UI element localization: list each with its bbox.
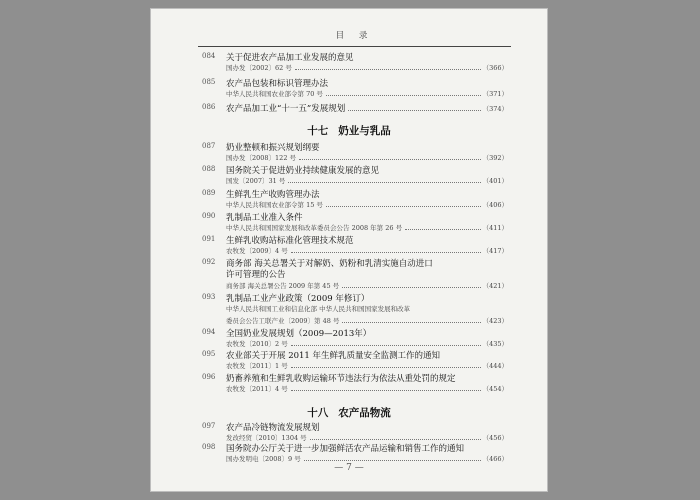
toc-entry[interactable] xyxy=(150,189,548,211)
entry-source: 国办发〔2008〕122 号 xyxy=(226,154,297,162)
entry-title: 关于促进农产品加工业发展的意见 xyxy=(226,53,354,63)
entry-number: 088 xyxy=(202,165,216,173)
entry-source-line xyxy=(226,246,508,255)
entry-page: （444） xyxy=(482,362,508,370)
leader-dots xyxy=(326,95,481,96)
entry-number: 089 xyxy=(202,189,216,197)
toc-entry[interactable] xyxy=(150,350,548,372)
toc-entry[interactable] xyxy=(150,142,548,164)
entry-number: 093 xyxy=(202,293,216,301)
entry-source-line xyxy=(226,384,508,393)
entry-source: 中华人民共和国农业部令第 70 号 xyxy=(226,90,323,98)
toc-entry[interactable] xyxy=(150,52,548,74)
entry-source: 中华人民共和国农业部令第 15 号 xyxy=(226,201,323,209)
entry-number: 090 xyxy=(202,212,216,220)
entry-page: （371） xyxy=(482,90,508,98)
entry-source-line xyxy=(226,63,508,72)
section-title: 奶业与乳品 xyxy=(338,125,391,137)
entry-title: 奶畜养殖和生鲜乳收购运输环节违法行为依法从重处罚的规定 xyxy=(226,374,456,384)
leader-dots xyxy=(291,390,481,391)
entry-source: 商务部 海关总署公告 2009 年第 45 号 xyxy=(226,282,340,290)
entry-number: 094 xyxy=(202,328,216,336)
entry-source-line xyxy=(226,223,508,232)
section-title: 农产品物流 xyxy=(338,407,391,419)
entry-source-continued: 委员会公告工联产业〔2009〕第 48 号 xyxy=(226,317,340,325)
section-heading xyxy=(150,123,548,138)
entry-source-line xyxy=(226,339,508,348)
entry-page: （366） xyxy=(482,64,508,72)
entry-source-line xyxy=(226,433,508,442)
leader-dots xyxy=(299,159,481,160)
entry-source: 国办发〔2002〕62 号 xyxy=(226,64,292,72)
toc-entry[interactable] xyxy=(150,235,548,257)
entry-source-line xyxy=(226,89,508,98)
entry-page: （421） xyxy=(482,282,508,290)
entry-title: 国务院关于促进奶业持续健康发展的意见 xyxy=(226,166,380,176)
entry-source: 农牧发〔2011〕1 号 xyxy=(226,362,288,370)
leader-dots xyxy=(342,287,480,288)
entry-source: 发改经贸〔2010〕1304 号 xyxy=(226,434,307,442)
entry-source: 农牧发〔2011〕4 号 xyxy=(226,385,288,393)
entry-number: 096 xyxy=(202,373,216,381)
document-page xyxy=(150,8,548,492)
entry-page: （406） xyxy=(482,201,508,209)
entry-title: 农产品包装和标识管理办法 xyxy=(226,79,329,89)
entry-source: 农牧发〔2009〕4 号 xyxy=(226,247,288,255)
entry-number: 097 xyxy=(202,422,216,430)
entry-source-line xyxy=(226,153,508,162)
entry-title: 乳制品工业产业政策（2009 年修订） xyxy=(226,294,370,304)
section-number: 十七 xyxy=(307,125,329,137)
page-number: — 7 — xyxy=(334,463,364,473)
leader-dots xyxy=(342,322,480,323)
toc-entry[interactable] xyxy=(150,443,548,465)
entry-title: 农产品冷链物流发展规划 xyxy=(226,423,320,433)
entry-page: （417） xyxy=(482,247,508,255)
toc-entry[interactable] xyxy=(150,422,548,444)
toc-entry[interactable] xyxy=(150,165,548,187)
entry-source-line xyxy=(226,200,508,209)
section-heading xyxy=(150,405,548,420)
entry-source-line-continued xyxy=(226,316,508,325)
entry-source: 国办发明电〔2008〕9 号 xyxy=(226,455,301,463)
leader-dots xyxy=(405,229,481,230)
toc-entry[interactable] xyxy=(150,212,548,234)
entry-title-line xyxy=(226,102,508,114)
toc-entry[interactable] xyxy=(150,373,548,395)
running-header xyxy=(198,28,511,47)
entry-number: 092 xyxy=(202,258,216,266)
toc-entry[interactable] xyxy=(150,293,548,327)
entry-title: 商务部 海关总署关于对解奶、奶粉和乳清实施自动进口 xyxy=(226,259,433,269)
leader-dots xyxy=(326,206,481,207)
entry-page: （411） xyxy=(482,224,508,232)
entry-page: （435） xyxy=(482,340,508,348)
entry-source-line xyxy=(226,281,508,290)
entry-source: 农牧发〔2010〕2 号 xyxy=(226,340,288,348)
leader-dots xyxy=(295,69,481,70)
entry-number: 087 xyxy=(202,142,216,150)
entry-title-continued: 许可管理的公告 xyxy=(226,270,286,280)
entry-source: 中华人民共和国工业和信息化部 中华人民共和国国家发展和改革 xyxy=(226,305,411,313)
entry-number: 091 xyxy=(202,235,216,243)
entry-number: 086 xyxy=(202,103,216,111)
entry-source-line xyxy=(226,361,508,370)
toc-entry[interactable] xyxy=(150,328,548,350)
entry-source-line xyxy=(226,304,508,313)
toc-entry[interactable] xyxy=(150,78,548,100)
entry-title: 生鲜乳收购站标准化管理技术规范 xyxy=(226,236,354,246)
entry-title: 农产品加工业“十一五”发展规划 xyxy=(226,104,346,114)
header-title: 目 录 xyxy=(335,31,374,41)
entry-title: 生鲜乳生产收购管理办法 xyxy=(226,190,320,200)
entry-source-line xyxy=(226,454,508,463)
toc-entry[interactable] xyxy=(150,103,548,125)
leader-dots xyxy=(291,367,481,368)
entry-page: （374） xyxy=(482,105,508,113)
entry-source-line xyxy=(226,176,508,185)
section-number: 十八 xyxy=(307,407,329,419)
leader-dots xyxy=(310,439,481,440)
leader-dots xyxy=(304,460,481,461)
entry-source: 国发〔2007〕31 号 xyxy=(226,177,286,185)
entry-title: 奶业整顿和振兴规划纲要 xyxy=(226,143,320,153)
entry-page: （392） xyxy=(482,154,508,162)
leader-dots xyxy=(288,182,480,183)
entry-page: （401） xyxy=(482,177,508,185)
entry-number: 095 xyxy=(202,350,216,358)
entry-title: 乳制品工业准入条件 xyxy=(226,213,303,223)
leader-dots xyxy=(291,252,481,253)
entry-title: 农业部关于开展 2011 年生鲜乳质量安全监测工作的通知 xyxy=(226,351,441,361)
entry-title: 国务院办公厅关于进一步加强鲜活农产品运输和销售工作的通知 xyxy=(226,444,465,454)
entry-number: 085 xyxy=(202,78,216,86)
entry-page: （466） xyxy=(482,455,508,463)
entry-page: （456） xyxy=(482,434,508,442)
entry-number: 084 xyxy=(202,52,216,60)
entry-page: （423） xyxy=(482,317,508,325)
entry-title: 全国奶业发展规划（2009—2013年） xyxy=(226,329,372,339)
toc-entry[interactable] xyxy=(150,258,548,292)
leader-dots xyxy=(291,345,481,346)
entry-page: （454） xyxy=(482,385,508,393)
leader-dots xyxy=(348,110,480,111)
entry-number: 098 xyxy=(202,443,216,451)
entry-source: 中华人民共和国国家发展和改革委员会公告 2008 年第 26 号 xyxy=(226,224,403,232)
